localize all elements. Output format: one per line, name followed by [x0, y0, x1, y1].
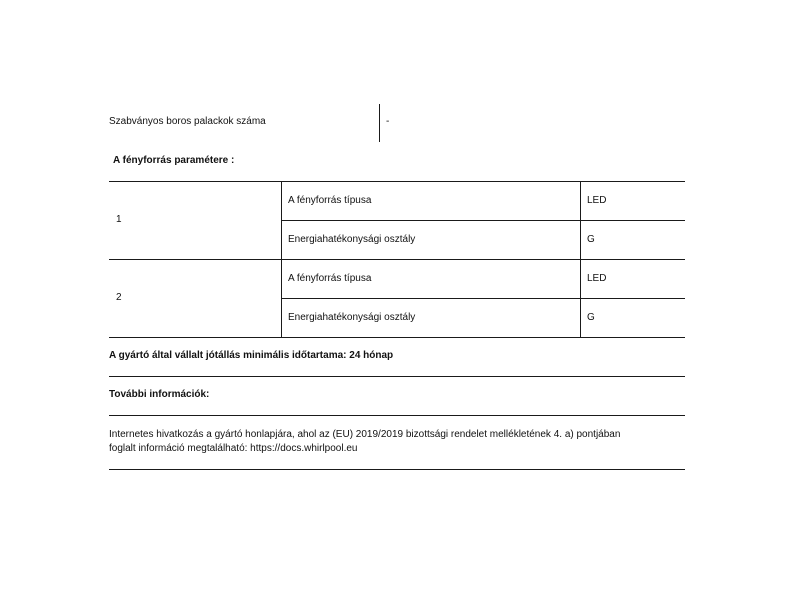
- section-divider: [109, 376, 685, 377]
- warranty-statement: A gyártó által vállalt jótállás minimális időtartama: 24 hónap: [109, 350, 394, 361]
- column-divider: [281, 181, 282, 337]
- light-source-type-label: A fényforrás típusa: [288, 273, 372, 284]
- column-divider: [379, 104, 380, 142]
- more-info-heading: További információk:: [109, 389, 210, 400]
- info-text-line-2: foglalt információ megtalálható: https://docs.whirlpool.eu: [109, 443, 358, 454]
- section-divider: [109, 469, 685, 470]
- info-text-line-1: Internetes hivatkozás a gyártó honlapjára, ahol az (EU) 2019/2019 bizottsági rendelet mellékletének 4. a) pontjában: [109, 429, 621, 440]
- light-source-number: 1: [116, 214, 122, 225]
- light-source-type-value: LED: [587, 195, 607, 206]
- light-source-heading: A fényforrás paramétere :: [113, 155, 235, 166]
- table-top-border: [109, 181, 685, 182]
- section-divider: [109, 415, 685, 416]
- energy-class-label: Energiahatékonysági osztály: [288, 234, 416, 245]
- row-divider: [281, 220, 685, 221]
- group-divider: [109, 259, 685, 260]
- light-source-type-label: A fényforrás típusa: [288, 195, 372, 206]
- row-divider: [281, 298, 685, 299]
- light-source-type-value: LED: [587, 273, 607, 284]
- energy-class-value: G: [587, 312, 595, 323]
- wine-bottles-label: Szabványos boros palackok száma: [109, 116, 266, 127]
- wine-bottles-value: -: [386, 116, 390, 127]
- table-bottom-border: [109, 337, 685, 338]
- light-source-number: 2: [116, 292, 122, 303]
- energy-class-value: G: [587, 234, 595, 245]
- column-divider: [580, 181, 581, 337]
- energy-class-label: Energiahatékonysági osztály: [288, 312, 416, 323]
